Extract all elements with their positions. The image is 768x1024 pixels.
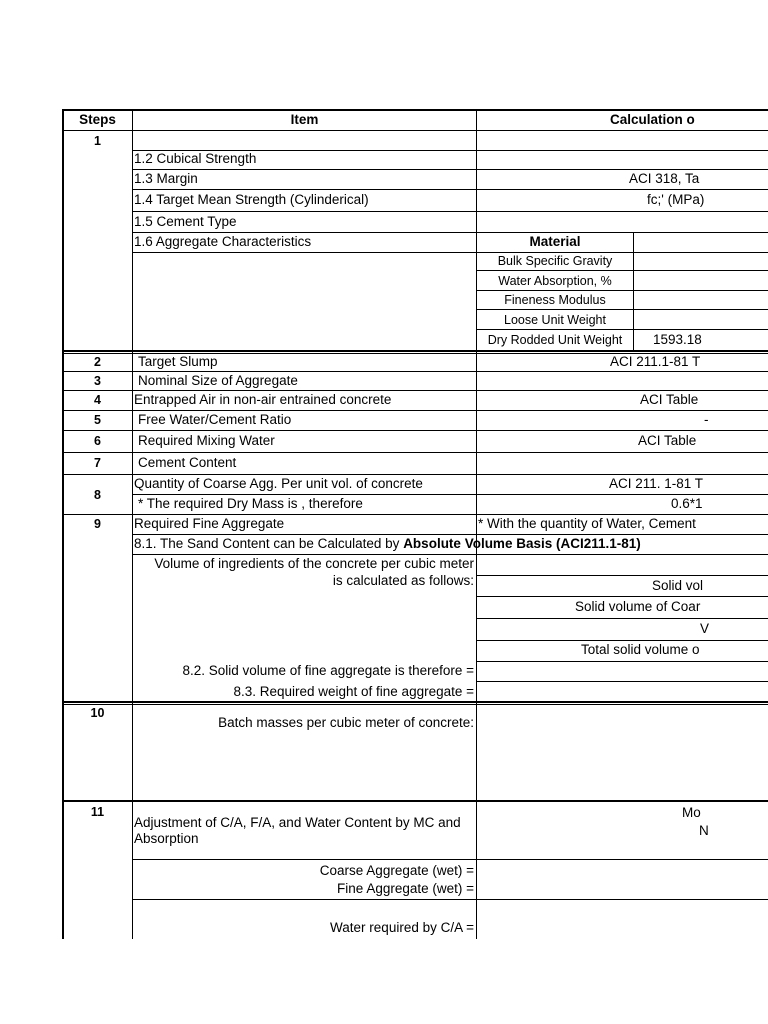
grid-line (132, 211, 768, 212)
grid-line (132, 899, 768, 900)
item-mixing-water: Required Mixing Water (138, 433, 275, 448)
item-entrapped-air: Entrapped Air in non-air entrained concrete (134, 392, 392, 407)
calc-solid-volume-1: Solid vol (652, 578, 704, 593)
calc-coarse-agg-quantity: ACI 211. 1-81 T (609, 476, 704, 491)
step-number: 11 (90, 805, 105, 819)
grid-line (62, 430, 768, 431)
section-divider (62, 701, 768, 703)
grid-line (476, 661, 768, 662)
item-weight-fine: 8.3. Required weight of fine aggregate = (233, 684, 474, 699)
item-target-slump: Target Slump (138, 354, 218, 369)
item-margin: 1.3 Margin (134, 171, 198, 186)
material-fineness-modulus: Fineness Modulus (504, 293, 606, 307)
grid-line (132, 169, 768, 170)
item-water-cement-ratio: Free Water/Cement Ratio (138, 412, 292, 427)
grid-line (132, 232, 768, 233)
calc-mixing-water: ACI Table (638, 433, 697, 448)
grid-line (62, 371, 768, 372)
section-divider (62, 800, 768, 802)
calc-required-dry-mass: 0.6*1 (671, 496, 703, 511)
header-calculation: Calculation o (610, 112, 695, 127)
calc-water-cement-ratio: - (704, 412, 709, 427)
grid-line (476, 618, 768, 619)
grid-line (476, 329, 768, 330)
item-adjustment-line2: Absorption (134, 831, 199, 846)
volume-ingredients-line1: Volume of ingredients of the concrete per cubic meter (154, 556, 474, 571)
calc-moisture: Mo (682, 805, 701, 820)
step-number: 9 (94, 517, 101, 531)
material-column-divider (633, 233, 634, 351)
step-number: 8 (94, 488, 101, 502)
calc-total-solid-volume: Total solid volume o (581, 642, 700, 657)
item-cubical-strength: 1.2 Cubical Strength (134, 151, 257, 166)
grid-line (62, 514, 768, 515)
volume-ingredients-line2: is calculated as follows: (332, 573, 474, 588)
grid-line (476, 596, 768, 597)
item-cement-content: Cement Content (138, 455, 237, 470)
grid-line (62, 474, 768, 475)
item-cement-type: 1.5 Cement Type (134, 214, 237, 229)
grid-line (132, 534, 768, 535)
calc-target-mean-strength: fc;' (MPa) (647, 192, 705, 207)
grid-line (132, 189, 768, 190)
item-fine-aggregate-wet: Fine Aggregate (wet) = (337, 881, 474, 896)
table-top-border (62, 109, 768, 111)
item-nominal-size: Nominal Size of Aggregate (138, 373, 298, 388)
item-sand-content (134, 536, 641, 552)
header-item: Item (290, 112, 319, 127)
grid-line (62, 452, 768, 453)
absolute-volume-basis: Absolute Volume Basis (ACI211.1-81) (403, 536, 641, 551)
material-loose-unit-weight: Loose Unit Weight (504, 313, 606, 327)
sand-content-text: 8.1. The Sand Content can be Calculated by (134, 536, 404, 551)
grid-line (132, 252, 768, 253)
calc-moisture-n: N (699, 823, 709, 838)
item-batch-masses: Batch masses per cubic meter of concrete: (218, 715, 474, 730)
grid-line (476, 270, 768, 271)
item-coarse-agg-quantity: Quantity of Coarse Agg. Per unit vol. of concrete (134, 476, 423, 491)
calc-required-fine-aggregate: * With the quantity of Water, Cement (478, 516, 696, 531)
step-number: 4 (94, 393, 101, 407)
item-required-fine-aggregate: Required Fine Aggregate (134, 516, 285, 531)
step-number: 3 (94, 374, 101, 388)
material-dry-rodded-unit-weight: Dry Rodded Unit Weight (487, 333, 623, 347)
step-number: 7 (94, 456, 101, 470)
grid-line (476, 290, 768, 291)
item-required-dry-mass: * The required Dry Mass is , therefore (138, 496, 363, 511)
calc-target-slump: ACI 211.1-81 T (610, 354, 701, 369)
item-coarse-aggregate-wet: Coarse Aggregate (wet) = (319, 863, 474, 878)
item-target-mean-strength: 1.4 Target Mean Strength (Cylinderical) (134, 192, 369, 207)
grid-line (62, 130, 768, 131)
value-dry-rodded-unit-weight: 1593.18 (653, 332, 702, 347)
item-solid-volume-fine: 8.2. Solid volume of fine aggregate is therefore = (182, 663, 474, 678)
item-water-required-ca: Water required by C/A = (330, 920, 474, 935)
header-steps: Steps (79, 112, 116, 127)
step-number: 1 (94, 134, 101, 148)
steps-column-divider (132, 110, 133, 939)
grid-line (132, 554, 768, 555)
grid-line (476, 681, 768, 682)
material-water-absorption: Water Absorption, % (498, 274, 612, 288)
step-number: 10 (90, 706, 105, 720)
grid-line (476, 309, 768, 310)
material-bulk-specific-gravity: Bulk Specific Gravity (497, 254, 613, 268)
calc-entrapped-air: ACI Table (640, 392, 699, 407)
item-adjustment-line1: Adjustment of C/A, F/A, and Water Content by MC and (134, 815, 461, 830)
step-number: 5 (94, 413, 101, 427)
step-number: 6 (94, 434, 101, 448)
grid-line (62, 704, 768, 705)
item-aggregate-characteristics: 1.6 Aggregate Characteristics (134, 234, 312, 249)
grid-line (476, 575, 768, 576)
material-header: Material (529, 234, 581, 249)
calc-solid-volume-coarse: Solid volume of Coar (575, 599, 701, 614)
calc-margin: ACI 318, Ta (629, 171, 700, 186)
grid-line (132, 494, 768, 495)
section-divider (62, 350, 768, 352)
grid-line (132, 859, 768, 860)
step-number: 2 (94, 355, 101, 369)
grid-line (62, 410, 768, 411)
grid-line (476, 640, 768, 641)
calc-solid-volume-v: V (700, 621, 710, 636)
grid-line (62, 390, 768, 391)
